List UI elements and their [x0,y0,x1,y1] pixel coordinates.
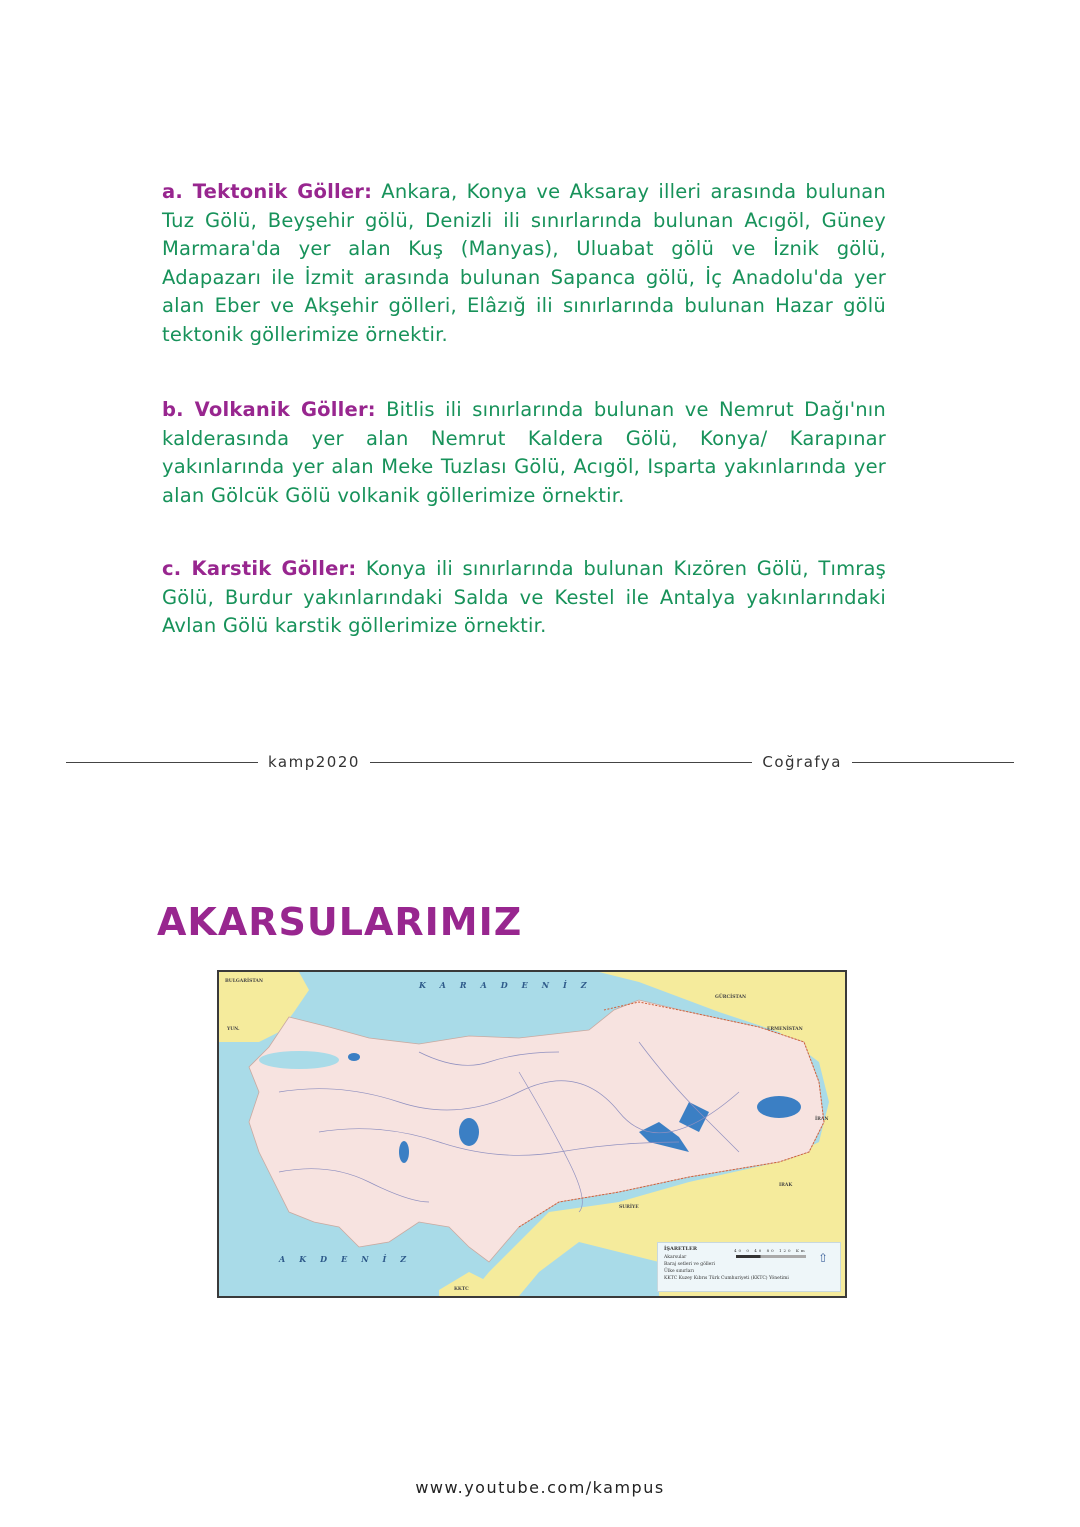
legend-item: Ülke sınırları [664,1269,695,1274]
legend-title: İŞARETLER [664,1246,697,1252]
divider-right-label: Coğrafya [762,753,842,771]
section-body: Ankara, Konya ve Aksaray illeri arasında bulunan Tuz Gölü, Beyşehir gölü, Denizli ili sınırlarında bulunan Acıgöl, Güney Marmara'da yer alan Kuş (Manyas), Uluabat gölü ve İznik gölü, Adapazarı ile İzmit arasında bulunan Sapanca gölü, İç Anadolu'da yer alan Eber ve Akşehir gölleri, Elâzığ ili sınırlarında bulunan Hazar gölü tektonik göllerimize örnektir. [162,180,886,346]
page-heading: AKARSULARIMIZ [157,900,523,944]
map-legend [657,1242,841,1292]
rivers-map [217,970,847,1298]
section-volcanic-lakes [162,396,886,510]
svg-text:BULGARİSTAN: BULGARİSTAN [225,979,264,984]
svg-text:IRAK: IRAK [779,1183,793,1188]
divider-line [66,762,258,763]
section-title: a. Tektonik Göller: [162,180,373,203]
black-sea-label: KARADENİZ [419,980,601,990]
tuz-lake [459,1118,479,1146]
divider-left-label: kamp2020 [268,753,360,771]
svg-text:İRAN: İRAN [815,1117,829,1122]
section-tectonic-lakes [162,178,886,350]
page-divider [66,752,1014,772]
divider-line [852,762,1014,763]
section-title: b. Volkanik Göller: [162,398,376,421]
mediterranean-label: AKDENİZ [279,1254,421,1264]
north-arrow-icon: ⇧ [817,1251,828,1265]
svg-text:SURİYE: SURİYE [619,1205,639,1210]
scale-bar [736,1255,806,1258]
svg-text:GÜRCİSTAN: GÜRCİSTAN [715,995,747,1000]
footer-url: www.youtube.com/kampus [415,1478,665,1497]
legend-item: Akarsular [664,1255,687,1260]
svg-text:YUN.: YUN. [227,1027,240,1032]
svg-text:ERMENİSTAN: ERMENİSTAN [767,1027,803,1032]
van-lake [757,1096,801,1118]
legend-item: Baraj setleri ve gölleri [664,1262,715,1267]
scale-labels: 40 0 40 80 120 Km [734,1248,807,1253]
section-title: c. Karstik Göller: [162,557,357,580]
legend-item: KKTC Kuzey Kıbrıs Türk Cumhuriyeti (KKTC) Yönetimi [664,1276,789,1281]
section-karstic-lakes [162,555,886,641]
section-body: Bitlis ili sınırlarında bulunan ve Nemrut Dağı'nın kalderasında yer alan Nemrut Kaldera Gölü, Konya/ Karapınar yakınlarında yer alan Meke Tuzlası Gölü, Acıgöl, Isparta yakınlarında yer alan Gölcük Gölü volkanik göllerimize örnektir. [162,398,886,507]
divider-line [370,762,752,763]
svg-text:KKTC: KKTC [454,1287,469,1292]
section-body: Konya ili sınırlarında bulunan Kızören Gölü, Tımraş Gölü, Burdur yakınlarındaki Salda ve Kestel ile Antalya yakınlarındaki Avlan Gölü karstik göllerimize örnektir. [162,557,886,638]
